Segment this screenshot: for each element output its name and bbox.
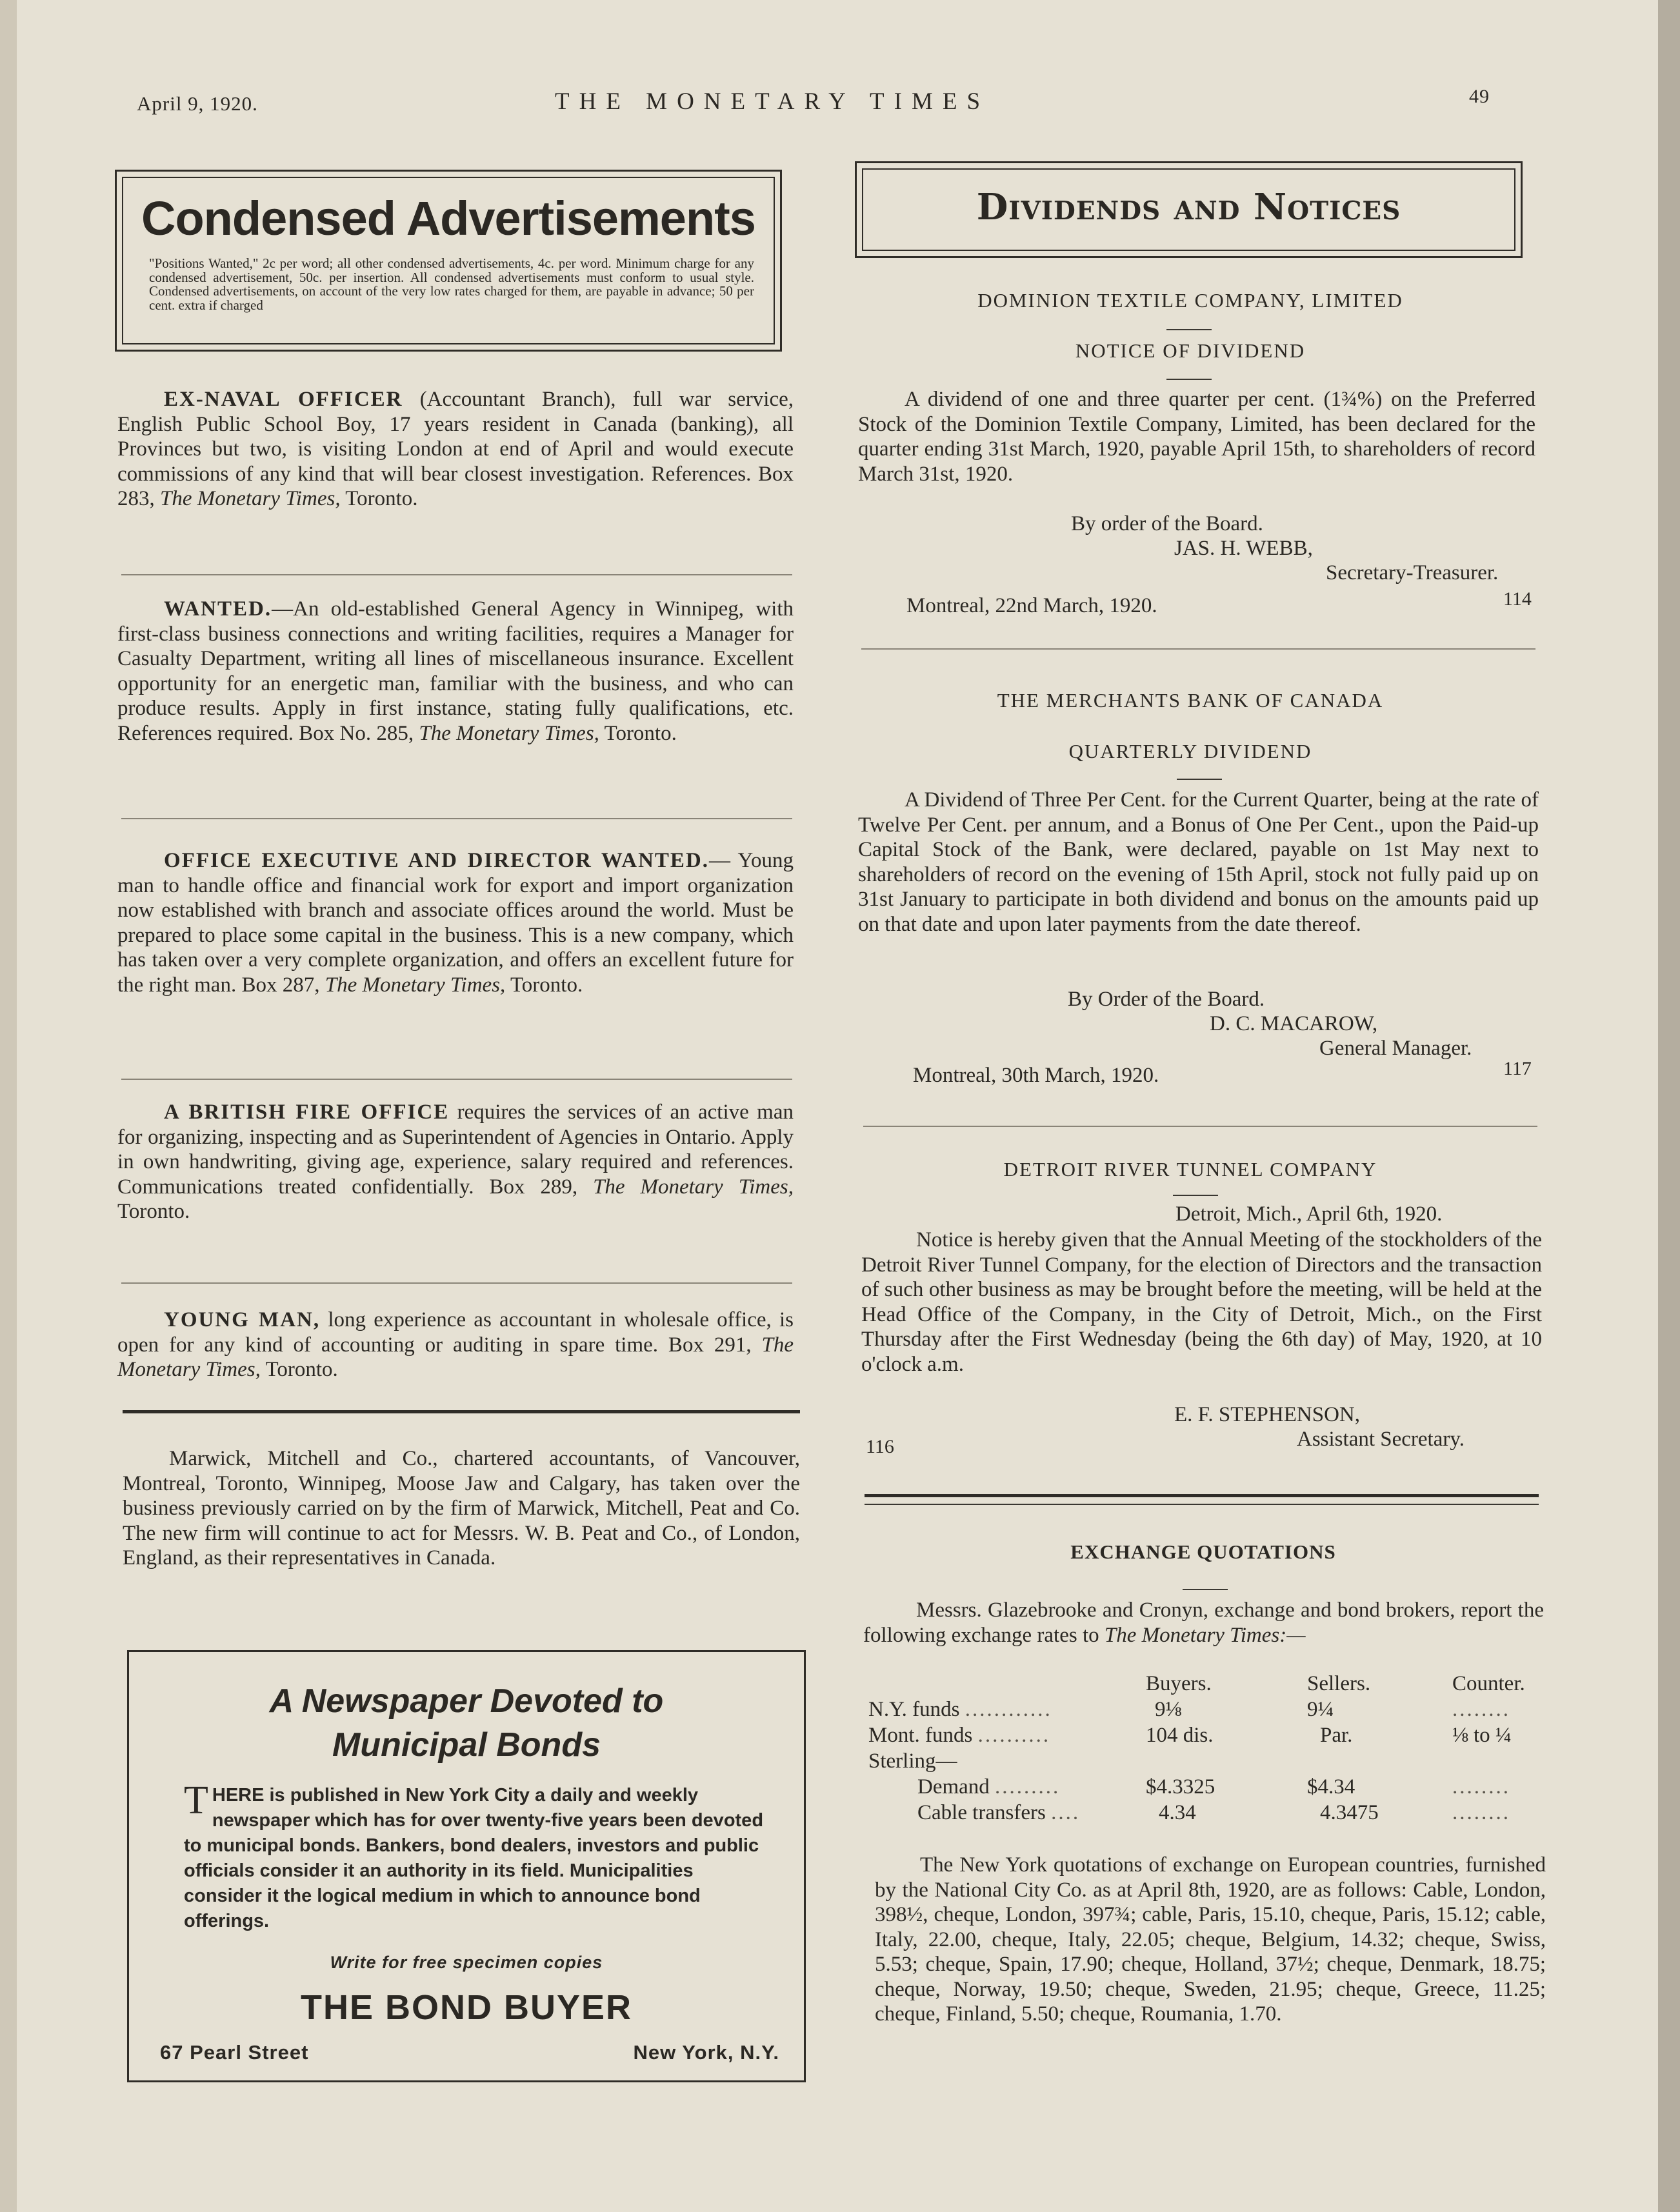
detroit-signer: E. F. STEPHENSON, — [1174, 1403, 1360, 1426]
ad-publication: The Monetary Times, — [160, 487, 341, 510]
notice-divider — [861, 648, 1535, 650]
ad-lead: OFFICE EXECUTIVE AND DIRECTOR WANTED. — [164, 849, 710, 872]
col-buyers: Buyers. — [1146, 1672, 1212, 1695]
exchange-row: Mont. funds .......... 104 dis. Par. ⅛ to ¼ — [868, 1722, 1525, 1748]
detroit-dateline: Detroit, Mich., April 6th, 1920. — [1175, 1202, 1443, 1226]
row-buyers: 9⅛ — [1155, 1698, 1182, 1721]
bond-buyer-ad — [127, 1650, 806, 2082]
ad-publication: The Monetary Times, — [117, 1333, 794, 1381]
dominion-notice: NOTICE OF DIVIDEND — [1075, 339, 1306, 362]
condensed-note: "Positions Wanted," 2c per word; all other condensed advertisements, 4c. per word. Minimum charge for any condensed advertisement, 50c. per insertion. All condensed advertisements must conform to usual style. Condensed advertisements, on account of the very low rates charged for them, are payable in advance; 50 per cent. extra if charged — [149, 255, 754, 313]
exchange-footer — [875, 1853, 1546, 2027]
row-label: Cable transfers — [917, 1801, 1046, 1824]
ad-lead: EX-NAVAL OFFICER — [164, 388, 403, 411]
exchange-intro — [863, 1598, 1544, 1648]
dividends-title: Dividends and Notices — [976, 186, 1401, 228]
bond-buyer-name: THE BOND BUYER — [300, 1988, 633, 2027]
ad-text: (Accountant Branch), full war service, English Public School Boy, 17 years resident in Canada (banking), all Provinces but two, is visiting London at end of April and would execute commissions of any kind that will bear closest investigation. References. Box 283, — [117, 388, 794, 510]
row-counter: ........ — [1452, 1801, 1510, 1824]
merchants-text: A Dividend of Three Per Cent. for the Current Quarter, being at the rate of Twelve Per Cent. per annum, and a Bonus of One Per Cent., upon the Paid-up Capital Stock of the Bank, were declared, payable on 1st May next to shareholders of record on the evening of 15th April, stock not fully paid up on 31st January to participate in both dividend and bonus on the amounts paid up on that date and upon later payments from the date thereof. — [858, 788, 1539, 936]
ad-young-man — [117, 1308, 794, 1382]
row-label: Sterling— — [868, 1749, 957, 1773]
bond-heading-2: Municipal Bonds — [332, 1726, 601, 1764]
dominion-place-date: Montreal, 22nd March, 1920. — [906, 594, 1157, 617]
short-rule — [1166, 329, 1212, 330]
drop-cap: T — [184, 1779, 208, 1822]
ad-text: — Young man to handle office and financial work for export and import organization now established with branch and associate offices around the world. Must be prepared to place some capital in the business. This is a new company, which has taken over a very complete organization, and offers an excellent future for the right man. Box 287, — [117, 849, 794, 997]
section-rule-thin — [865, 1504, 1539, 1505]
row-counter: ⅛ to ¼ — [1452, 1724, 1512, 1747]
marwick-text: Marwick, Mitchell and Co., chartered accountants, of Vancouver, Montreal, Toronto, Winnipeg, Moose Jaw and Calgary, has taken over the business previously carried on by the firm of Marwick, Mitchell, Peat and Co. The new firm will continue to act for Messrs. W. B. Peat and Co., of London, England, as their representatives in Canada. — [123, 1447, 800, 1569]
section-rule — [865, 1494, 1539, 1497]
ad-publication: The Monetary Times, — [419, 721, 599, 745]
exchange-intro-publication: The Monetary Times:— — [1104, 1623, 1306, 1647]
ad-publication: The Monetary Times, — [593, 1175, 794, 1199]
exchange-header-row — [868, 1671, 1525, 1697]
dominion-signer: JAS. H. WEBB, — [1174, 537, 1313, 560]
short-rule — [1166, 379, 1212, 380]
ad-end: Toronto. — [117, 1200, 190, 1223]
dominion-role: Secretary-Treasurer. — [1326, 561, 1499, 584]
ad-lead: WANTED. — [164, 597, 272, 621]
ad-british-fire — [117, 1100, 794, 1224]
row-counter: ........ — [1452, 1698, 1510, 1721]
row-buyers: $4.3325 — [1146, 1775, 1215, 1798]
ad-lead: YOUNG MAN, — [164, 1308, 321, 1331]
row-buyers: 104 dis. — [1146, 1724, 1214, 1747]
ad-publication: The Monetary Times, — [325, 973, 506, 997]
ad-text: requires the services of an active man for organizing, inspecting and as Superintendent of Agencies in Ontario. Apply in own handwriting, giving age, experience, salary required and references. Communications treated confidentially. Box 289, — [117, 1101, 794, 1199]
page-number: 49 — [1469, 86, 1490, 107]
bond-address: 67 Pearl Street — [160, 2041, 309, 2064]
detroit-role: Assistant Secretary. — [1297, 1428, 1465, 1451]
bond-body — [184, 1779, 768, 1934]
ad-end: Toronto. — [505, 973, 583, 997]
merchants-signer: D. C. MACAROW, — [1210, 1012, 1378, 1035]
exchange-row: Demand ......... $4.3325 $4.34 ........ — [868, 1774, 1525, 1800]
ad-end: Toronto. — [340, 487, 418, 510]
exchange-row: N.Y. funds ............ 9⅛ 9¼ ........ — [868, 1697, 1525, 1722]
dominion-by-order: By order of the Board. — [1071, 512, 1263, 535]
merchants-body — [858, 788, 1539, 937]
dividends-box — [855, 161, 1523, 258]
row-sellers: $4.34 — [1307, 1775, 1355, 1798]
page-edge-left — [0, 0, 17, 2212]
row-sellers: 4.3475 — [1320, 1801, 1379, 1824]
row-label: Demand — [917, 1775, 990, 1798]
ad-divider — [121, 1079, 792, 1080]
row-sellers: 9¼ — [1307, 1698, 1334, 1721]
merchants-code: 117 — [1503, 1058, 1532, 1079]
issue-date: April 9, 1920. — [137, 92, 258, 115]
exchange-table — [868, 1671, 1525, 1826]
dominion-text: A dividend of one and three quarter per cent. (1¾%) on the Preferred Stock of the Dominion Textile Company, Limited, has been declared for the quarter ending 31st March, 1920, payable April 15th, to shareholders of record March 31st, 1920. — [858, 388, 1535, 486]
section-rule — [123, 1410, 800, 1413]
row-buyers: 4.34 — [1159, 1801, 1196, 1824]
detroit-text: Notice is hereby given that the Annual Meeting of the stockholders of the Detroit River Tunnel Company, for the election of Directors and the transaction of such other business as may be brought before the meeting, will be held at the Head Office of the Company, in the City of Detroit, Mich., on the First Thursday after the First Wednesday (being the 6th day) of May, 1920, at 10 o'clock a.m. — [861, 1228, 1542, 1376]
detroit-body — [861, 1228, 1542, 1377]
ad-text: —An old-established General Agency in Winnipeg, with first-class business connections and writing facilities, requires a Manager for Casualty Department, writing all lines of miscellaneous insurance. Excellent opportunity for an energetic man, familiar with the business, and who can produce results. Apply in first instance, stating fully qualifications, etc. References required. Box No. 285, — [117, 597, 794, 745]
exchange-row: Cable transfers .... 4.34 4.3475 ........ — [868, 1800, 1525, 1826]
merchants-role: General Manager. — [1319, 1037, 1472, 1060]
row-label: Mont. funds — [868, 1724, 973, 1747]
bond-city: New York, N.Y. — [633, 2041, 779, 2064]
page-edge-right — [1658, 0, 1680, 2212]
ad-ex-naval — [117, 387, 794, 512]
row-label: N.Y. funds — [868, 1698, 960, 1721]
short-rule — [1183, 1589, 1228, 1590]
detroit-code: 116 — [866, 1436, 894, 1457]
ad-divider — [121, 574, 792, 575]
short-rule — [1177, 779, 1222, 780]
row-counter: ........ — [1452, 1775, 1510, 1798]
bond-heading-1: A Newspaper Devoted to — [269, 1682, 664, 1720]
exchange-row — [868, 1748, 1525, 1774]
merchants-notice: QUARTERLY DIVIDEND — [1068, 740, 1312, 762]
marwick-notice — [123, 1446, 800, 1571]
ad-text: long experience as accountant in wholesale office, is open for any kind of accounting or auditing in spare time. Box 291, — [117, 1308, 794, 1357]
dominion-body — [858, 387, 1535, 486]
condensed-title: Condensed Advertisements — [141, 192, 755, 245]
publication-title: THE MONETARY TIMES — [555, 88, 990, 115]
ad-end: Toronto. — [260, 1358, 338, 1381]
merchants-place-date: Montreal, 30th March, 1920. — [913, 1064, 1159, 1087]
short-rule — [1173, 1195, 1218, 1196]
col-counter: Counter. — [1452, 1672, 1525, 1695]
exchange-intro-text: Messrs. Glazebrooke and Cronyn, exchange and bond brokers, report the following exchange rates to — [863, 1599, 1544, 1647]
detroit-company: DETROIT RIVER TUNNEL COMPANY — [1003, 1158, 1377, 1181]
bond-cta: Write for free specimen copies — [330, 1953, 603, 1972]
merchants-company: THE MERCHANTS BANK OF CANADA — [997, 689, 1384, 712]
ad-divider — [121, 1282, 792, 1284]
exchange-footer-text: The New York quotations of exchange on European countries, furnished by the National City Co. as at April 8th, 1920, are as follows: Cable, London, 398½, cheque, London, 397¾; cable, Paris, 15.10, cheque, Paris, 15.12; cable, Italy, 22.00, cheque, Italy, 22.05; cheque, Belgium, 14.32; cheque, Swiss, 5.53; cheque, Spain, 17.90; cheque, Holland, 37½; cheque, Denmark, 18.75; cheque, Norway, 19.50; cheque, Sweden, 21.95; cheque, Greece, 11.25; cheque, Finland, 5.50; cheque, Roumania, 1.70. — [875, 1853, 1546, 2026]
ad-wanted — [117, 597, 794, 746]
dominion-code: 114 — [1503, 588, 1532, 610]
notice-divider — [863, 1126, 1537, 1127]
dominion-company: DOMINION TEXTILE COMPANY, LIMITED — [977, 289, 1403, 312]
row-sellers: Par. — [1320, 1724, 1353, 1747]
ad-lead: A BRITISH FIRE OFFICE — [164, 1101, 450, 1124]
col-sellers: Sellers. — [1307, 1672, 1371, 1695]
condensed-box — [115, 170, 782, 352]
ad-divider — [121, 818, 792, 819]
bond-body-text: HERE is published in New York City a daily and weekly newspaper which has for over twenty-five years been devoted to municipal bonds. Bankers, bond dealers, investors and public officials consider it an authority in its field. Municipalities consider it the logical medium in which to announce bond offerings. — [184, 1785, 764, 1931]
ad-office-executive — [117, 848, 794, 997]
ad-end: Toronto. — [599, 721, 677, 745]
exchange-title: EXCHANGE QUOTATIONS — [1070, 1540, 1336, 1563]
merchants-by-order: By Order of the Board. — [1068, 988, 1265, 1011]
